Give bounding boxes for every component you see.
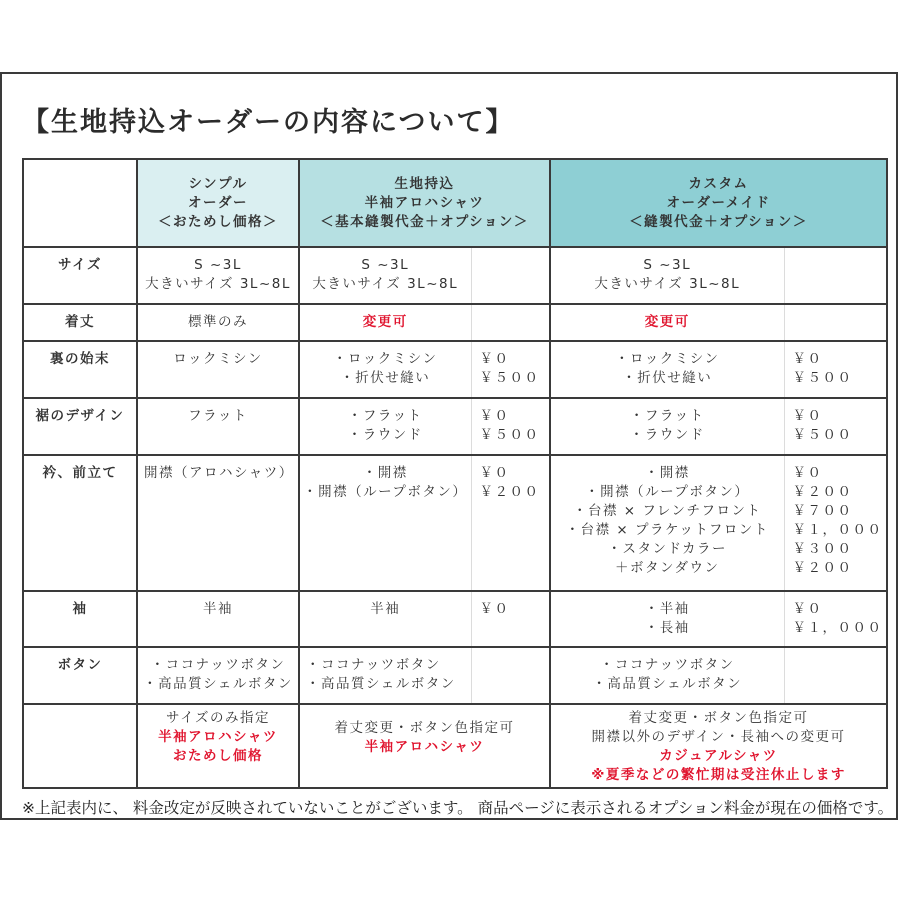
cell-line: 大きいサイズ 3L~8L	[594, 276, 741, 292]
row-hem-design	[23, 398, 887, 455]
header-line: 生地持込	[394, 175, 455, 192]
row-label: 裾のデザイン	[23, 398, 137, 455]
price-line: ￥０	[479, 408, 510, 424]
price-line: ￥０	[792, 465, 823, 481]
summary-highlight: カジュアルシャツ	[659, 748, 778, 764]
cell-custom: 変更可	[550, 304, 784, 341]
cell-line: ・ココナッツボタン	[150, 657, 286, 673]
row-size	[23, 247, 887, 304]
row-collar	[23, 455, 887, 591]
price-line: ￥０	[479, 601, 510, 617]
summary-warning: ※夏季などの繁忙期は受注休止します	[591, 767, 846, 783]
cell-fabric: 変更可	[299, 304, 471, 341]
row-length	[23, 304, 887, 341]
cell-fabric-summary	[299, 704, 550, 788]
price-line: ￥０	[479, 351, 510, 367]
price-line: ￥０	[792, 408, 823, 424]
header-fabric-order	[299, 159, 550, 247]
cell-custom	[550, 647, 784, 704]
cell-custom-price	[784, 304, 887, 341]
cell-custom-options	[550, 591, 784, 647]
cell-fabric	[299, 647, 471, 704]
row-label: 着丈	[23, 304, 137, 341]
option-line: 半袖	[370, 601, 401, 617]
header-simple-order	[137, 159, 299, 247]
row-label: ボタン	[23, 647, 137, 704]
summary-highlight: 半袖アロハシャツ	[364, 739, 485, 755]
cell-fabric-price	[471, 398, 550, 455]
price-line: ￥２００	[479, 484, 540, 500]
price-line: ￥７００	[792, 503, 853, 519]
cell-custom	[550, 247, 784, 304]
price-line: ￥５００	[792, 370, 853, 386]
header-line: ＜基本縫製代金＋オプション＞	[320, 213, 529, 230]
cell-fabric-price	[471, 455, 550, 591]
header-line: 半袖アロハシャツ	[364, 194, 485, 211]
price-line: ￥３００	[792, 541, 853, 557]
row-button	[23, 647, 887, 704]
cell-fabric-price	[471, 304, 550, 341]
cell-custom-options	[550, 341, 784, 398]
header-row	[23, 159, 887, 247]
option-line: ・ラウンド	[629, 427, 705, 443]
summary-line: 開襟以外のデザイン・長袖への変更可	[591, 729, 846, 745]
cell-custom-price	[784, 647, 887, 704]
header-line: ＜おためし価格＞	[158, 213, 278, 230]
price-line: ￥０	[792, 601, 823, 617]
cell-line: ・ココナッツボタン	[306, 657, 441, 673]
cell-line: ・高品質シェルボタン	[143, 676, 293, 692]
price-line: ￥０	[479, 465, 510, 481]
cell-fabric-options	[299, 455, 471, 591]
header-blank	[23, 159, 137, 247]
cell-line: ・ココナッツボタン	[599, 657, 735, 673]
row-summary	[23, 704, 887, 788]
price-line: ￥１，０００	[792, 522, 883, 538]
cell-simple: 標準のみ	[137, 304, 299, 341]
header-line: シンプル	[188, 175, 248, 192]
option-line: ＋ボタンダウン	[615, 560, 720, 576]
cell-line: ・高品質シェルボタン	[306, 676, 456, 692]
comparison-table	[22, 158, 888, 789]
row-sleeve	[23, 591, 887, 647]
price-line: ￥５００	[479, 370, 540, 386]
row-label: 袖	[23, 591, 137, 647]
summary-line: サイズのみ指定	[166, 710, 270, 726]
option-line: ・台襟 × プラケットフロント	[565, 522, 769, 538]
cell-simple-summary	[137, 704, 299, 788]
cell-custom-options	[550, 455, 784, 591]
cell-fabric-price	[471, 591, 550, 647]
price-line: ￥５００	[479, 427, 540, 443]
option-line: ・ロックミシン	[333, 351, 438, 367]
cell-custom-options	[550, 398, 784, 455]
cell-custom-price	[784, 591, 887, 647]
cell-custom-summary	[550, 704, 887, 788]
cell-custom-price	[784, 398, 887, 455]
option-line: ・開襟（ループボタン）	[303, 484, 468, 500]
header-line: オーダーメイド	[666, 194, 771, 211]
cell-line: S ~3L	[361, 257, 410, 273]
price-line: ￥５００	[792, 427, 853, 443]
header-line: オーダー	[188, 194, 248, 211]
cell-fabric-options	[299, 341, 471, 398]
option-line: ・開襟（ループボタン）	[585, 484, 750, 500]
pricing-footnote: ※上記表内に、 料金改定が反映されていないことがございます。 商品ページに表示されるオプション料金が現在の価格です。	[22, 799, 894, 817]
cell-custom-price	[784, 455, 887, 591]
option-line: ・長袖	[644, 620, 690, 636]
header-line: カスタム	[688, 175, 749, 192]
row-label: 裏の始末	[23, 341, 137, 398]
option-line: ・開襟	[362, 465, 408, 481]
page-title: 【生地持込オーダーの内容について】	[22, 107, 515, 138]
cell-simple: 半袖	[137, 591, 299, 647]
option-line: ・スタンドカラー	[607, 541, 728, 557]
cell-fabric-price	[471, 647, 550, 704]
cell-line: S ~3L	[643, 257, 692, 273]
cell-fabric-options	[299, 398, 471, 455]
row-label: サイズ	[23, 247, 137, 304]
option-line: ・ロックミシン	[615, 351, 720, 367]
cell-line: 大きいサイズ 3L~8L	[312, 276, 459, 292]
cell-line: S ~3L	[194, 257, 242, 273]
summary-highlight: おためし価格	[173, 748, 263, 764]
cell-simple: ロックミシン	[137, 341, 299, 398]
option-line: ・ラウンド	[347, 427, 423, 443]
summary-highlight: 半袖アロハシャツ	[158, 729, 278, 745]
row-hem-finish	[23, 341, 887, 398]
summary-line: 着丈変更・ボタン色指定可	[334, 720, 515, 736]
option-line: ・開襟	[644, 465, 690, 481]
option-line: ・フラット	[629, 408, 705, 424]
cell-line: 大きいサイズ 3L~8L	[145, 276, 291, 292]
price-line: ￥２００	[792, 560, 853, 576]
option-line: ・折伏せ縫い	[340, 370, 431, 386]
cell-fabric-price	[471, 341, 550, 398]
cell-line: ・高品質シェルボタン	[592, 676, 743, 692]
option-line: ・折伏せ縫い	[622, 370, 713, 386]
price-line: ￥１，０００	[792, 620, 883, 636]
price-line: ￥０	[792, 351, 823, 367]
price-line: ￥２００	[792, 484, 853, 500]
summary-line: 着丈変更・ボタン色指定可	[628, 710, 809, 726]
option-line: ・台襟 × フレンチフロント	[573, 503, 762, 519]
row-label: 衿、前立て	[23, 455, 137, 591]
header-line: ＜縫製代金＋オプション＞	[629, 213, 808, 230]
cell-custom-price	[784, 247, 887, 304]
cell-custom-price	[784, 341, 887, 398]
option-line: ・フラット	[347, 408, 423, 424]
cell-fabric-options	[299, 591, 471, 647]
option-line: ・半袖	[644, 601, 690, 617]
cell-simple	[137, 647, 299, 704]
row-label-blank	[23, 704, 137, 788]
header-custom-order	[550, 159, 887, 247]
cell-fabric	[299, 247, 471, 304]
cell-fabric-price	[471, 247, 550, 304]
cell-simple: フラット	[137, 398, 299, 455]
cell-simple	[137, 247, 299, 304]
cell-simple: 開襟（アロハシャツ）	[137, 455, 299, 591]
